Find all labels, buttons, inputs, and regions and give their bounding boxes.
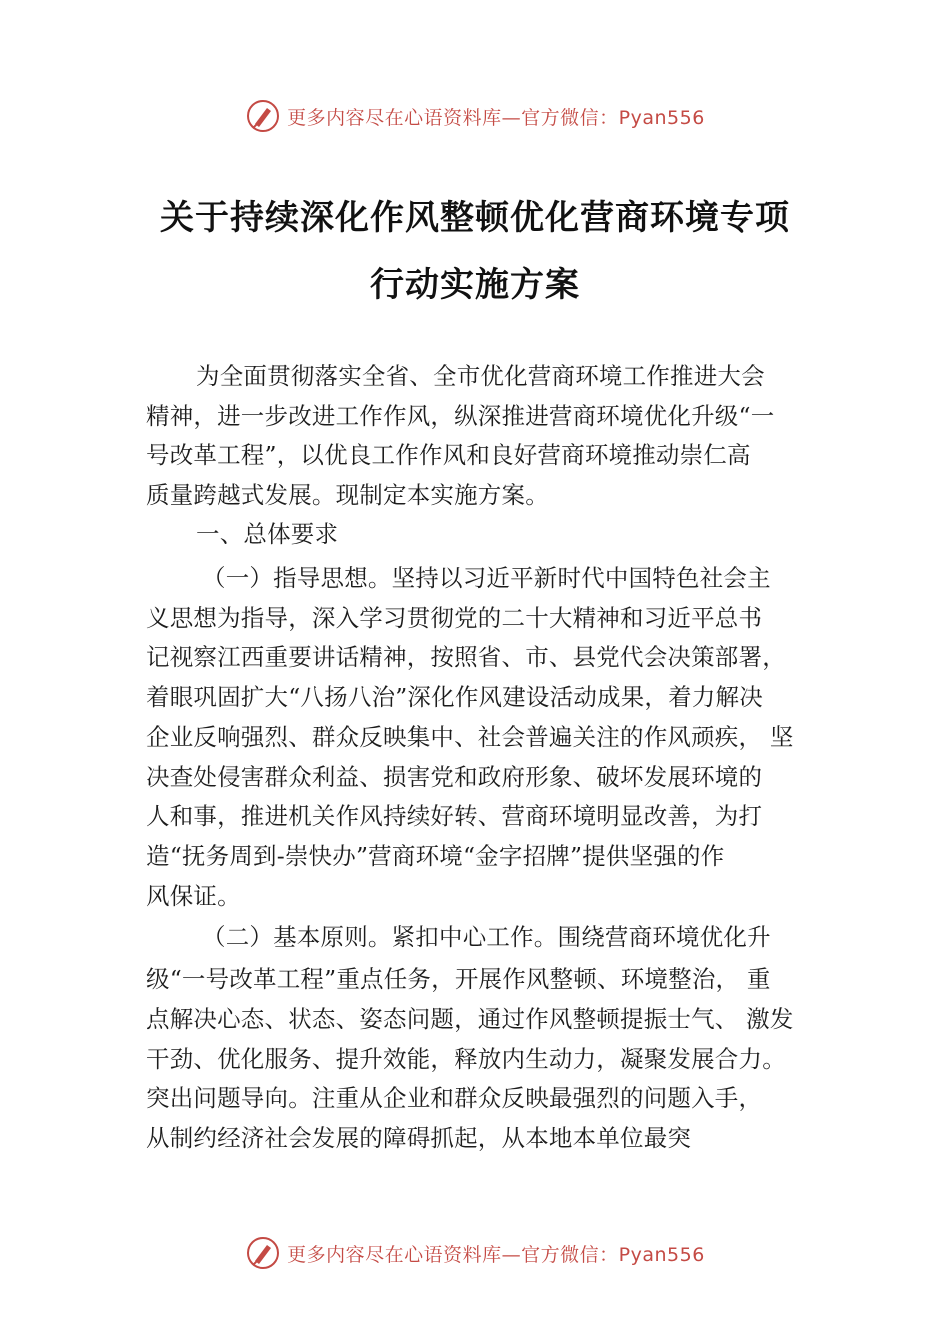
wechat-id: Pyan556 — [618, 1243, 705, 1266]
body-line: 干劲、优化服务、提升效能，释放内生动力，凝聚发展合力。 — [146, 1045, 786, 1073]
body-line: （二）基本原则。紧扣中心工作。围绕营商环境优化升 — [202, 923, 771, 951]
body-line: 从制约经济社会发展的障碍抓起，从本地本单位最突 — [146, 1124, 692, 1152]
body-line: 突出问题导向。注重从企业和群众反映最强烈的问题入手， — [146, 1084, 763, 1112]
section-heading: 一、总体要求 — [196, 520, 339, 548]
body-line: 企业反响强烈、群众反映集中、社会普遍关注的作风顽疾， 坚 — [146, 723, 794, 751]
wechat-id: Pyan556 — [618, 106, 705, 129]
header-banner — [0, 96, 950, 136]
body-line: 着眼巩固扩大“八扬八治”深化作风建设活动成果，着力解决 — [146, 683, 763, 711]
banner-text — [287, 103, 705, 130]
document-title-line-1: 关于持续深化作风整顿优化营商环境专项 — [160, 198, 790, 238]
document-title-line-2: 行动实施方案 — [370, 265, 580, 305]
body-line: （一）指导思想。坚持以习近平新时代中国特色社会主 — [202, 564, 771, 592]
banner-slogan: 更多内容尽在心语资料库—官方微信： — [287, 106, 619, 129]
pen-logo-icon — [245, 98, 281, 134]
footer-banner — [0, 1233, 950, 1273]
body-line: 义思想为指导，深入学习贯彻党的二十大精神和习近平总书 — [146, 604, 763, 632]
body-line: 记视察江西重要讲话精神，按照省、市、县党代会决策部署， — [146, 643, 786, 671]
body-line: 为全面贯彻落实全省、全市优化营商环境工作推进大会 — [196, 362, 765, 390]
body-line: 质量跨越式发展。现制定本实施方案。 — [146, 481, 549, 509]
body-line: 精神，进一步改进工作作风，纵深推进营商环境优化升级“一 — [146, 402, 775, 430]
body-line: 决查处侵害群众利益、损害党和政府形象、破坏发展环境的 — [146, 763, 763, 791]
pen-logo-icon — [245, 1235, 281, 1271]
body-line: 号改革工程”，以优良工作作风和良好营商环境推动崇仁高 — [146, 441, 751, 469]
body-line: 点解决心态、状态、姿态问题，通过作风整顿提振士气、 激发 — [146, 1005, 794, 1033]
banner-text — [287, 1240, 705, 1267]
body-line: 人和事，推进机关作风持续好转、营商环境明显改善，为打 — [146, 802, 763, 830]
banner-slogan: 更多内容尽在心语资料库—官方微信： — [287, 1243, 619, 1266]
body-line: 级“一号改革工程”重点任务，开展作风整顿、环境整治， 重 — [146, 965, 771, 993]
body-line: 造“抚务周到-崇快办”营商环境“金字招牌”提供坚强的作 — [146, 842, 725, 870]
body-line: 风保证。 — [146, 882, 241, 910]
